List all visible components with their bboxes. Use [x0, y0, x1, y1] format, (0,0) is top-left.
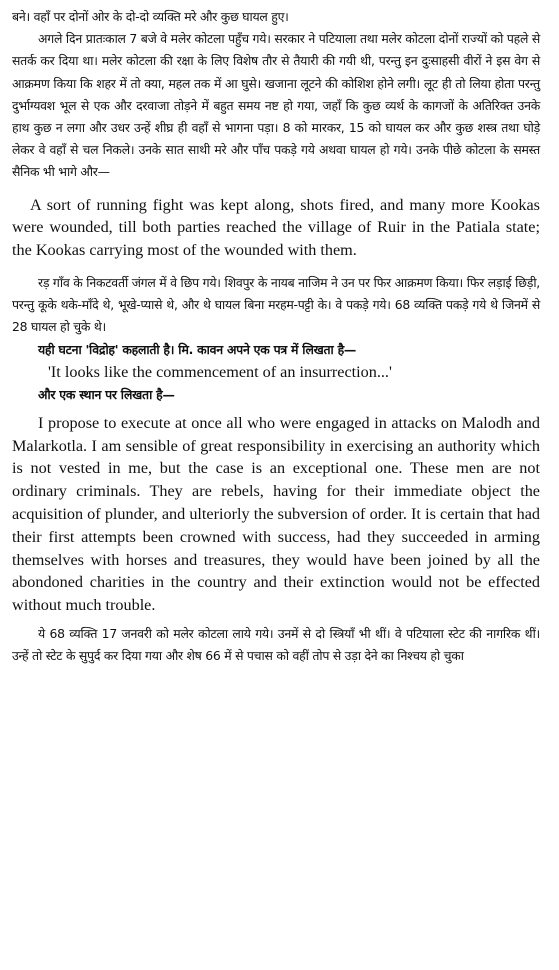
paragraph-battle-casualties: बने। वहाँ पर दोनों ओर के दो-दो व्यक्ति मरे और कुछ घायल हुए। — [12, 9, 289, 24]
paragraph-cowan-letter-quote: I propose to execute at once all who were engaged in attacks on Malodh and Malarkotla. I am sensible of great responsibility in exercising an authority which is not vested in me, but the case is an exceptional one. These men are not ordinary criminals. They are rebels, having for their immediate object the acquisition of plunder, and ulteriorly the subversion of order. It is certain that had their first attempts been crowned with success, had they succeeded in arming themselves with horses and treasures, they would have been joined by all the abondoned charities in the country and their extinction would not be effected without much trouble. — [12, 413, 540, 615]
paragraph-rebellion-intro: यही घटना 'विद्रोह' कहलाती है। मि. कावन अपने एक पत्र में लिखता है— — [38, 341, 357, 357]
paragraph-capture-at-rur: रड़ गाँव के निकटवर्ती जंगल में वे छिप गये। शिवपुर के नायब नाजिम ने उन पर फिर आक्रमण किया। फिर लड़ाई छिड़ी, परन्तु कूके थके-माँदे थे, भूखे-प्यासे थे, और थे घायल बिना मरहम-पट्टी के। वे पकड़े गये। 68 व्यक्ति पकड़े गये थे जिनमें से 28 घायल हो चुके थे। — [12, 275, 540, 335]
paragraph-sixty-eight-brought: ये 68 व्यक्ति 17 जनवरी को मलेर कोटला लाये गये। उनमें से दो स्त्रियाँ भी थीं। वे पटियाला स्टेट की नागरिक थीं। उन्हें तो स्टेट के सुपुर्द कर दिया गया और शेष 66 में से पचास को वहीं तोप से उड़ा देने का निश्चय हो चुका — [12, 626, 540, 664]
quote-insurrection: 'It looks like the commencement of an insurrection...' — [48, 362, 392, 381]
paragraph-running-fight-quote: A sort of running fight was kept along, shots fired, and many more Kookas were wounded, till both parties reached the village of Ruir in the Patiala state; the Kookas carrying most of the wounded with them. — [12, 195, 540, 260]
paragraph-another-place: और एक स्थान पर लिखता है— — [38, 386, 175, 402]
paragraph-malerkotla-attack: अगले दिन प्रातःकाल 7 बजे वे मलेर कोटला पहुँच गये। सरकार ने पटियाला तथा मलेर कोटला दोनों राज्यों को पहले से सतर्क कर दिया था। मलेर कोटला की रक्षा के लिए विशेष तौर से तैयारी की गयी थी, परन्तु इन दुःसाहसी वीरों ने इस वेग से आक्रमण किया कि शहर में तो क्या, महल तक में आ घुसे। खजाना लूटने की कोशिश होने लगी। लूट ही तो लिया होता परन्तु दुर्भाग्यवश भूल से एक और दरवाजा तोड़ने में बहुत समय नष्ट हो गया, जहाँ कि कुछ व्यर्थ के कागजों के अतिरिक्त उनके हाथ कुछ न लगा और उधर उन्हें शीघ्र ही वहाँ से भागना पड़ा। 8 को मारकर, 15 को घायल कर और कुछ शस्त्र तथा घोड़े लेकर वे वहाँ से चल निकले। उनके सात साथी मरे और पाँच पकड़े गये अथवा घायल हो गये। उनके पीछे कोटला के समस्त सैनिक भी भागे और— — [12, 31, 540, 180]
book-page — [12, 6, 540, 667]
